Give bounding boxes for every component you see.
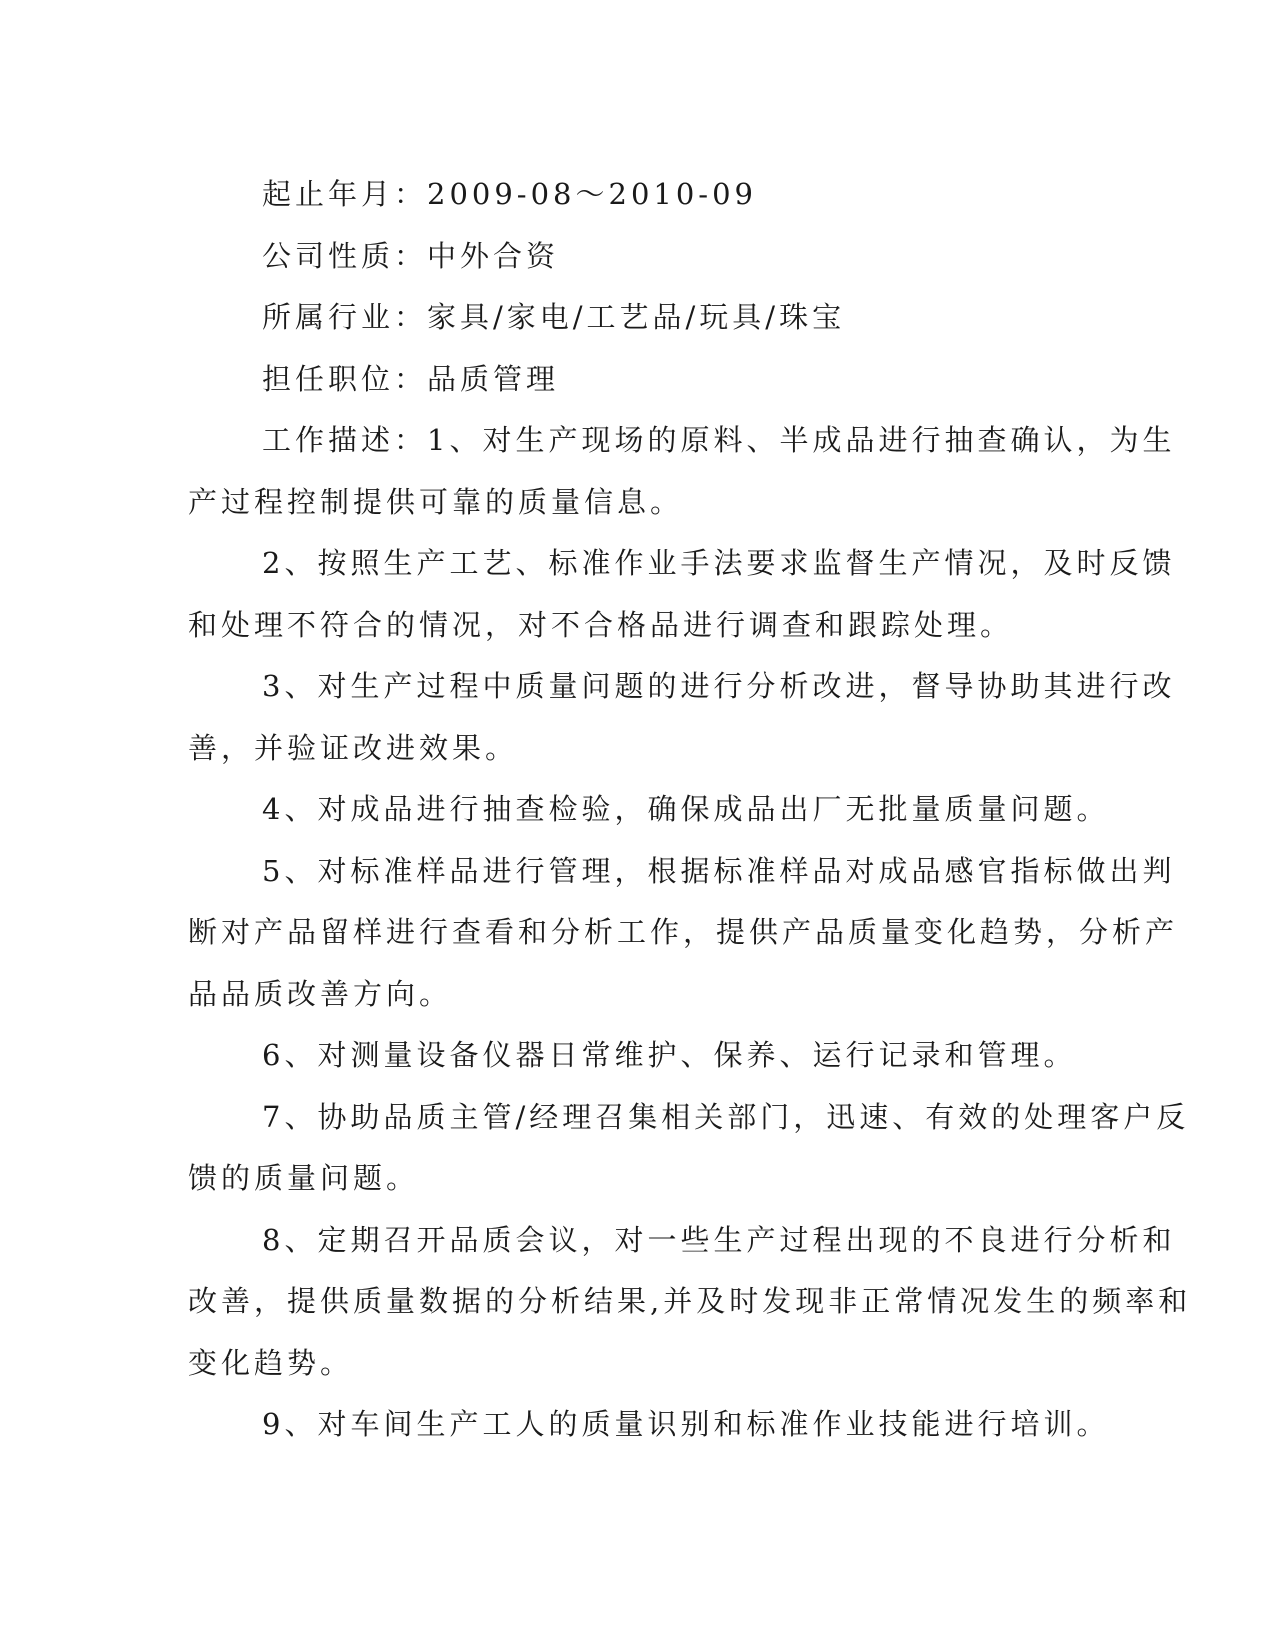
paragraph-line: 5、对标准样品进行管理，根据标准样品对成品感官指标做出判 [262,853,1176,888]
paragraph-duty-4 [188,779,1110,841]
paragraph-duty-9 [188,1394,1110,1456]
paragraph-line: 品品质改善方向。 [188,976,453,1011]
paragraph-line: 断对产品留样进行查看和分析工作，提供产品质量变化趋势，分析产 [188,915,1179,949]
document-body [188,164,1192,1456]
paragraph-duty-5 [188,841,1179,1026]
field-industry: 所属行业：家具/家电/工艺品/玩具/珠宝 [262,300,846,334]
paragraph-line: 9、对车间生产工人的质量识别和标准作业技能进行培训。 [262,1407,1110,1441]
field-company-type: 公司性质：中外合资 [262,238,560,273]
paragraph-duty-7 [188,1087,1190,1210]
paragraph-line: 7、协助品质主管/经理召集相关部门，迅速、有效的处理客户反 [262,1099,1190,1134]
field-position: 担任职位：品质管理 [262,361,560,396]
paragraph-line: 变化趋势。 [188,1345,354,1380]
paragraph-line: 6、对测量设备仪器日常维护、保养、运行记录和管理。 [262,1038,1077,1072]
paragraph-line: 3、对生产过程中质量问题的进行分析改进，督导协助其进行改 [262,669,1176,703]
paragraph-line: 善，并验证改进效果。 [188,730,519,765]
paragraph-duty-2 [188,533,1176,656]
paragraph-line: 馈的质量问题。 [188,1161,420,1195]
paragraph-duty-8 [188,1210,1192,1395]
paragraph-line: 改善，提供质量数据的分析结果,并及时发现非正常情况发生的频率和 [188,1284,1192,1318]
paragraph-line: 4、对成品进行抽查检验，确保成品出厂无批量质量问题。 [262,792,1110,826]
field-period: 起止年月：2009-08～2010-09 [262,177,758,211]
paragraph-duty-3 [188,656,1176,779]
paragraph-duty-6 [188,1025,1077,1087]
paragraph-line: 和处理不符合的情况，对不合格品进行调查和跟踪处理。 [188,607,1014,642]
paragraph-line: 8、定期召开品质会议，对一些生产过程出现的不良进行分析和 [262,1222,1176,1257]
paragraph-line: 工作描述：1、对生产现场的原料、半成品进行抽查确认，为生 [262,423,1176,457]
paragraph-line: 产过程控制提供可靠的质量信息。 [188,484,684,519]
paragraph-line: 2、按照生产工艺、标准作业手法要求监督生产情况，及时反馈 [262,546,1176,580]
paragraph-duty-1 [188,410,1176,533]
